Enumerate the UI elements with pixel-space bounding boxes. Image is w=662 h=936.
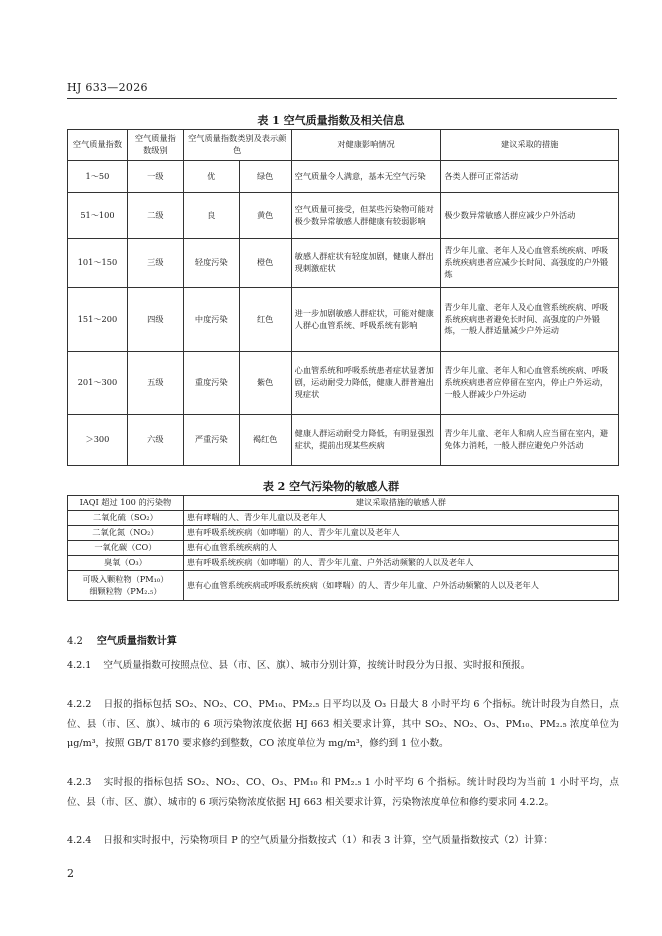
- sensitive-groups-table: [67, 495, 619, 601]
- aqi-level: 一级: [127, 161, 183, 193]
- aqi-level: 四级: [127, 288, 183, 352]
- clause-text: 日报和实时报中，污染物项目 P 的空气质量分指数按式（1）和表 3 计算，空气质量指数按式（2）计算：: [103, 835, 553, 846]
- aqi-advice: 青少年儿童、老年人及心血管系统疾病、呼吸系统疾病患者应减少长时间、高强度的户外锻炼: [441, 239, 619, 288]
- aqi-color: 橙色: [239, 239, 291, 288]
- aqi-category: 中度污染: [183, 288, 239, 352]
- aqi-range: ＞300: [68, 415, 128, 466]
- col-header-groups: 建议采取措施的敏感人群: [183, 496, 618, 511]
- aqi-health: 心血管系统和呼吸系统患者症状显著加剧，运动耐受力降低，健康人群普遍出现症状: [291, 352, 441, 415]
- clause-4-2-1: [67, 656, 619, 676]
- aqi-range: 51～100: [68, 193, 128, 239]
- col-header-level: 空气质量指数级别: [127, 130, 183, 161]
- aqi-color: 绿色: [239, 161, 291, 193]
- aqi-health: 进一步加剧敏感人群症状，可能对健康人群心血管系统、呼吸系统有影响: [291, 288, 441, 352]
- aqi-range: 201～300: [68, 352, 128, 415]
- aqi-color: 褐红色: [239, 415, 291, 466]
- aqi-range: 101～150: [68, 239, 128, 288]
- aqi-category: 优: [183, 161, 239, 193]
- pollutant-name: 二氧化氮（NO₂）: [68, 526, 184, 541]
- col-header-aqi: 空气质量指数: [68, 130, 128, 161]
- clause-number: 4.2.2: [67, 699, 92, 710]
- aqi-color: 紫色: [239, 352, 291, 415]
- col-header-pollutant: IAQI 超过 100 的污染物: [68, 496, 184, 511]
- sensitive-row: [68, 511, 619, 526]
- sensitive-groups: 患有哮喘的人、青少年儿童以及老年人: [183, 511, 618, 526]
- aqi-health: 敏感人群症状有轻度加剧，健康人群出现刺激症状: [291, 239, 441, 288]
- sensitive-groups: 患有呼吸系统疾病（如哮喘）的人、青少年儿童以及老年人: [183, 526, 618, 541]
- aqi-row: [68, 415, 619, 466]
- aqi-health: 空气质量可接受，但某些污染物可能对极少数异常敏感人群健康有较弱影响: [291, 193, 441, 239]
- section-number: 4.2: [67, 636, 83, 647]
- aqi-category: 重度污染: [183, 352, 239, 415]
- aqi-advice: 青少年儿童、老年人和病人应当留在室内，避免体力消耗，一般人群应避免户外活动: [441, 415, 619, 466]
- aqi-level: 六级: [127, 415, 183, 466]
- clause-text: 空气质量指数可按照点位、县（市、区、旗）、城市分别计算，按统计时段分为日报、实时报和预报。: [103, 660, 531, 671]
- section-heading: [67, 632, 177, 647]
- aqi-health: 空气质量令人满意，基本无空气污染: [291, 161, 441, 193]
- sensitive-groups: 患有心血管系统疾病或呼吸系统疾病（如哮喘）的人、青少年儿童、户外活动频繁的人以及老年人: [183, 571, 618, 601]
- col-header-health: 对健康影响情况: [291, 130, 441, 161]
- aqi-color: 黄色: [239, 193, 291, 239]
- aqi-level: 二级: [127, 193, 183, 239]
- aqi-advice: 青少年儿童、老年人及心血管系统疾病、呼吸系统疾病患者避免长时间、高强度的户外锻炼，一般人群适量减少户外运动: [441, 288, 619, 352]
- sensitive-groups: 患有呼吸系统疾病（如哮喘）的人、青少年儿童、户外活动频繁的人以及老年人: [183, 556, 618, 571]
- aqi-color: 红色: [239, 288, 291, 352]
- aqi-health: 健康人群运动耐受力降低，有明显强烈症状，提前出现某些疾病: [291, 415, 441, 466]
- aqi-row: [68, 288, 619, 352]
- aqi-row: [68, 239, 619, 288]
- aqi-advice: 各类人群可正常活动: [441, 161, 619, 193]
- clause-4-2-4: [67, 831, 619, 851]
- aqi-header-row: [68, 130, 619, 161]
- aqi-row: [68, 193, 619, 239]
- clause-4-2-2: [67, 695, 619, 754]
- clause-number: 4.2.1: [67, 660, 92, 671]
- aqi-advice: 极少数异常敏感人群应减少户外活动: [441, 193, 619, 239]
- aqi-level: 五级: [127, 352, 183, 415]
- page-number: 2: [67, 867, 74, 880]
- col-header-advice: 建议采取的措施: [441, 130, 619, 161]
- aqi-row: [68, 161, 619, 193]
- aqi-table: [67, 129, 619, 466]
- sensitive-row: [68, 526, 619, 541]
- clause-number: 4.2.3: [67, 777, 92, 788]
- pollutant-name: 臭氧（O₃）: [68, 556, 184, 571]
- aqi-advice: 青少年儿童、老年人和心血管系统疾病、呼吸系统疾病患者应停留在室内，停止户外运动，一般人群减少户外运动: [441, 352, 619, 415]
- pollutant-name: 可吸入颗粒物（PM₁₀） 细颗粒物（PM₂.₅）: [68, 571, 184, 601]
- aqi-level: 三级: [127, 239, 183, 288]
- aqi-category: 轻度污染: [183, 239, 239, 288]
- sensitive-row: [68, 571, 619, 601]
- sensitive-header-row: [68, 496, 619, 511]
- standard-code: HJ 633—2026: [67, 81, 148, 94]
- clause-number: 4.2.4: [67, 835, 92, 846]
- clause-text: 日报的指标包括 SO₂、NO₂、CO、PM₁₀、PM₂.₅ 日平均以及 O₃ 日最大 8 小时平均 6 个指标。统计时段为自然日，点位、县（市、区、旗）、城市的 6 项污染物浓度依据 HJ 663 相关要求计算，其中 SO₂、NO₂、O₃、PM₁₀、PM₂.₅ 浓度单位为 μg/m³，按照 GB/T 8170 要求修约到整数，CO 浓度单位为 mg/m³，修约到 1 位小数。: [67, 699, 619, 749]
- col-header-category: 空气质量指数类别及表示颜色: [183, 130, 291, 161]
- clause-text: 实时报的指标包括 SO₂、NO₂、CO、O₃、PM₁₀ 和 PM₂.₅ 1 小时平均 6 个指标。统计时段均为当前 1 小时平均，点位、县（市、区、旗）、城市的 6 项污染物浓度依据 HJ 663 相关要求计算，污染物浓度单位和修约要求同 4.2.2。: [67, 777, 619, 808]
- aqi-category: 良: [183, 193, 239, 239]
- pollutant-name: 一氧化碳（CO）: [68, 541, 184, 556]
- aqi-row: [68, 352, 619, 415]
- clause-4-2-3: [67, 773, 619, 812]
- header-rule: [67, 98, 617, 99]
- aqi-range: 1～50: [68, 161, 128, 193]
- aqi-range: 151～200: [68, 288, 128, 352]
- section-title: 空气质量指数计算: [96, 636, 177, 647]
- sensitive-row: [68, 556, 619, 571]
- aqi-category: 严重污染: [183, 415, 239, 466]
- table2-caption: 表 2 空气污染物的敏感人群: [262, 480, 400, 493]
- sensitive-row: [68, 541, 619, 556]
- pollutant-name: 二氧化硫（SO₂）: [68, 511, 184, 526]
- table1-caption: 表 1 空气质量指数及相关信息: [257, 114, 405, 127]
- sensitive-groups: 患有心血管系统疾病的人: [183, 541, 618, 556]
